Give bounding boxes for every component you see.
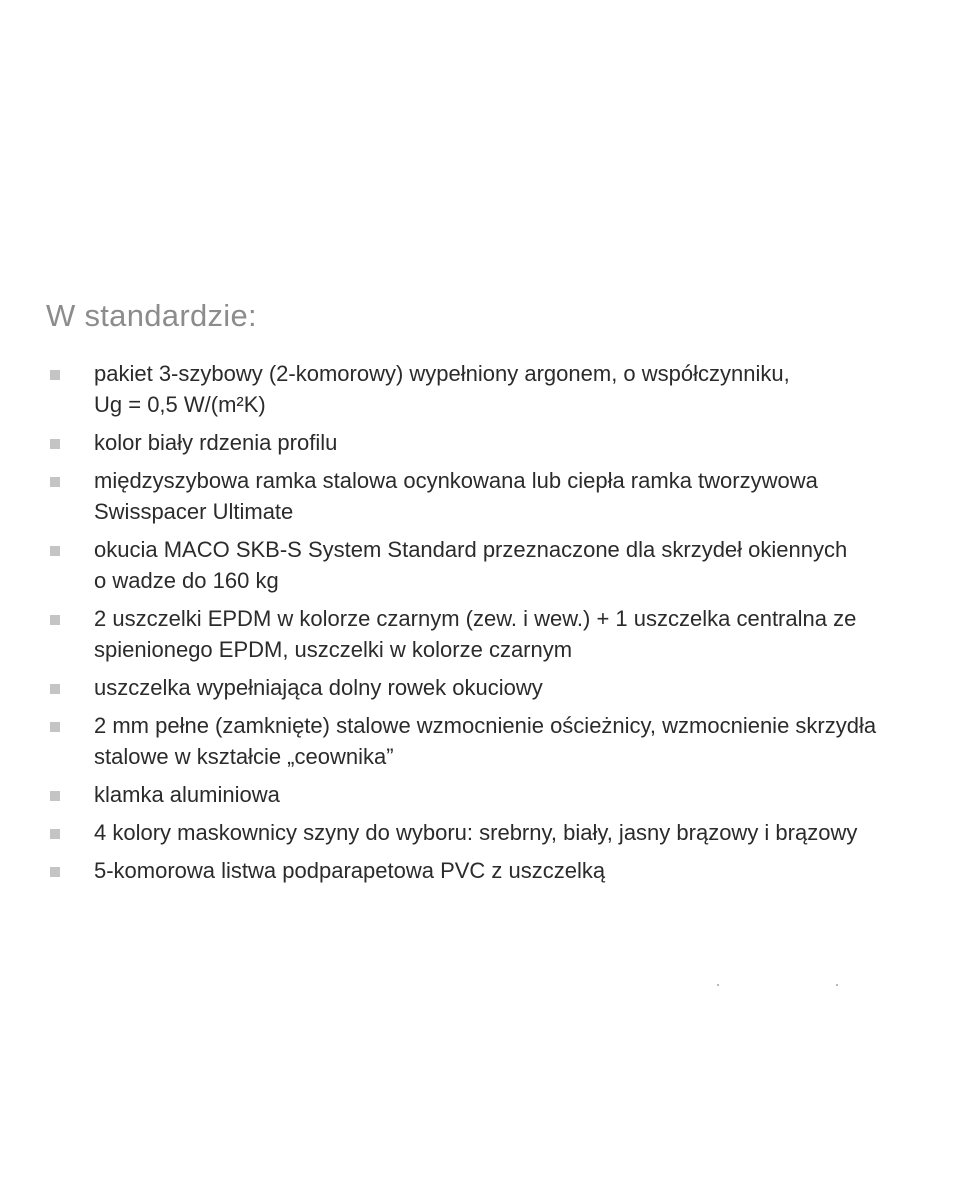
list-item	[0, 779, 960, 810]
list-item	[0, 534, 960, 596]
list-item-line: stalowe w kształcie „ceownika”	[94, 744, 394, 769]
list-item-line: klamka aluminiowa	[94, 782, 280, 807]
square-bullet-icon	[50, 829, 60, 839]
feature-list	[0, 358, 960, 893]
square-bullet-icon	[50, 867, 60, 877]
list-item-line: 5-komorowa listwa podparapetowa PVC z uszczelką	[94, 858, 606, 883]
list-item-line: 2 mm pełne (zamknięte) stalowe wzmocnienie ościeżnicy, wzmocnienie skrzydła	[94, 713, 877, 738]
list-item-line: kolor biały rdzenia profilu	[94, 430, 338, 455]
square-bullet-icon	[50, 477, 60, 487]
list-item-line: Swisspacer Ultimate	[94, 499, 294, 524]
square-bullet-icon	[50, 370, 60, 380]
square-bullet-icon	[50, 722, 60, 732]
scan-dot	[836, 984, 838, 986]
square-bullet-icon	[50, 546, 60, 556]
list-item	[0, 427, 960, 458]
list-item-line: pakiet 3-szybowy (2-komorowy) wypełniony argonem, o współczynniku,	[94, 361, 790, 386]
square-bullet-icon	[50, 791, 60, 801]
list-item	[0, 672, 960, 703]
square-bullet-icon	[50, 439, 60, 449]
list-item-line: międzyszybowa ramka stalowa ocynkowana lub ciepła ramka tworzywowa	[94, 468, 818, 493]
square-bullet-icon	[50, 615, 60, 625]
list-item	[0, 465, 960, 527]
section-heading: W standardzie:	[46, 298, 257, 333]
scan-dot	[717, 984, 719, 986]
list-item	[0, 855, 960, 886]
list-item	[0, 710, 960, 772]
list-item-line: uszczelka wypełniająca dolny rowek okuciowy	[94, 675, 543, 700]
list-item-line: 4 kolory maskownicy szyny do wyboru: srebrny, biały, jasny brązowy i brązowy	[94, 820, 858, 845]
list-item-line: okucia MACO SKB-S System Standard przeznaczone dla skrzydeł okiennych	[94, 537, 848, 562]
list-item	[0, 817, 960, 848]
list-item	[0, 603, 960, 665]
list-item	[0, 358, 960, 420]
list-item-line: spienionego EPDM, uszczelki w kolorze czarnym	[94, 637, 573, 662]
square-bullet-icon	[50, 684, 60, 694]
list-item-line: Ug = 0,5 W/(m²K)	[94, 392, 266, 417]
list-item-line: o wadze do 160 kg	[94, 568, 279, 593]
list-item-line: 2 uszczelki EPDM w kolorze czarnym (zew. i wew.) + 1 uszczelka centralna ze	[94, 606, 857, 631]
